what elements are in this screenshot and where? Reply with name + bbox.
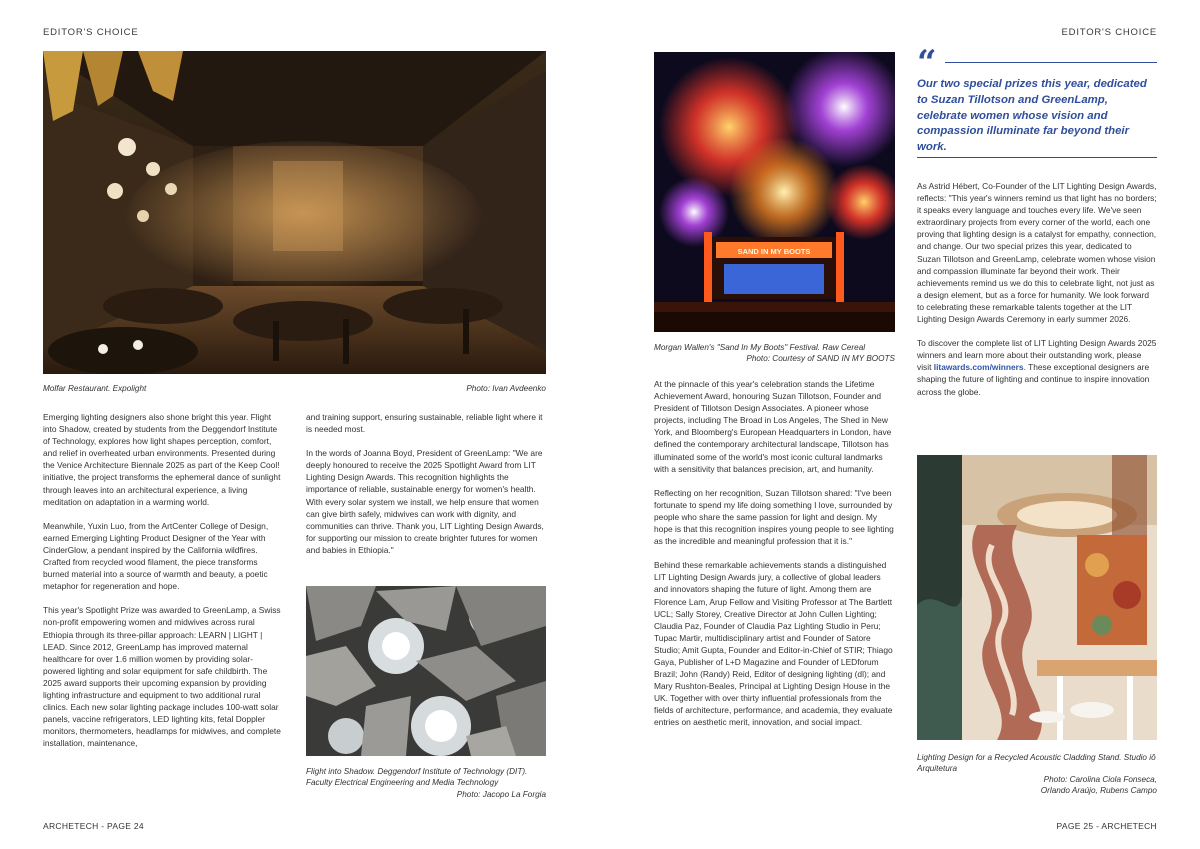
- paragraph-text: . These exceptional designers are shaping the future of lighting and continue to inspire innovation across the globe.: [917, 362, 1150, 397]
- fireworks-photo-credit: Photo: Courtesy of SAND IN MY BOOTS: [746, 354, 895, 363]
- paragraph-text: To discover the complete list of LIT Lighting Design Awards 2025 winners and learn more about their outstanding work, please visit: [917, 338, 1157, 373]
- cladding-photo-credit-line-2: Orlando Araújo, Rubens Campo: [1040, 786, 1157, 795]
- fireworks-caption: Morgan Wallen's "Sand In My Boots" Festival. Raw Cereal: [654, 343, 866, 352]
- molfar-caption: Molfar Restaurant. Expolight: [43, 384, 147, 393]
- paragraph: Meanwhile, Yuxin Luo, from the ArtCenter College of Design, earned Emerging Lighting Product Designer of the Year with CinderGlow, a pendant inspired by the California wildfires. Crafted from recycled wood filament, the piece transforms burned material into a source of warmth and beauty, a poetic metaphor for regeneration and hope.: [43, 520, 269, 592]
- right-kicker: EDITOR'S CHOICE: [1061, 27, 1157, 38]
- paragraph: In the words of Joanna Boyd, President of GreenLamp: "We are deeply honoured to receive the 2025 Spotlight Award from LIT Lighting Design Awards. This recognition highlights the importance of reliable, sustainable energy for women's health. With every solar system we install, we help ensure that women can give birth safely, midwives can work with dignity, and communities can thrive. Thank you, LIT Lighting Design Awards, for supporting our mission to create brighter futures for women and babies in Ethiopia.": [306, 448, 544, 555]
- right-page-footer: PAGE 25 - ARCHETECH: [1056, 821, 1157, 831]
- quote-top-rule: [945, 62, 1157, 63]
- paragraph: Reflecting on her recognition, Suzan Tillotson shared: "I've been fortunate to spend my life doing something I love, surrounded by people who share the same passion for light and design. My hope is that this recognition inspires young people to see lighting as the incredible and meaningful profession that it is.": [654, 487, 894, 547]
- quote-bottom-rule: [917, 157, 1157, 158]
- flight-into-shadow-caption: Flight into Shadow. Deggendorf Institute of Technology (DIT). Faculty Electrical Engineering and Media Technology: [306, 767, 528, 788]
- flight-into-shadow-credit: Photo: Jacopo La Forgia: [456, 790, 546, 799]
- paragraph: This year's Spotlight Prize was awarded to GreenLamp, a Swiss non-profit empowering women and midwives across rural Ethiopia through its three-pillar approach: LEARN | LIGHT | LEAD. Since 2012, GreenLamp has improved maternal healthcare for over 1.6 million women by providing solar-powered lighting and solar equipment for safe childbirth. The 2025 award supports their upcoming expansion by providing lighting infrastructure and equipment to two additional rural clinics. Each new solar lighting package includes 100-watt solar panels, vaccine refrigerators, LED lighting kits, fetal Doppler monitors, thermometers, headlamps for midwives, and complete installation, maintenance,: [43, 605, 281, 749]
- paragraph: Behind these remarkable achievements stands a distinguished LIT Lighting Design Awards jury, a collective of global leaders and innovators shaping the future of light. Among them are Florence Lam, Arup Fellow and Visiting Professor at The Bartlett UCL; Sally Storey, Creative Director at John Cullen Lighting; Claudia Paz, Founder of Claudia Paz Lighting Studio in Peru; Tupac Martir, multidisciplinary artist and Founder of Satore Studio; Amit Gupta, Founder and Editor-in-Chief of STIR; Thiago Gaya, Publisher of L+D Magazine and Founder of LEDforum Brazil; John (Randy) Reid, Editor of designing lighting (dl); and Mary Rushton-Beales, Principal at Lighting Design House in the UK. Together with over thirty influential professionals from the fields of architecture, performance, and academia, they evaluate entries on aesthetic merit, innovation, and social impact.: [654, 560, 893, 728]
- right-page-column-2: [917, 180, 1157, 410]
- flight-into-shadow-photo: [306, 586, 546, 756]
- molfar-photo-credit: Photo: Ivan Avdeenko: [466, 384, 546, 393]
- paragraph: As Astrid Hébert, Co-Founder of the LIT Lighting Design Awards, reflects: "This year's winners remind us that light has no borders; it speaks every language and touches every life. We've seen extraordinary projects from every corner of the world, each one proving that lighting design is a catalyst for empathy, connection, and change. Our two special prizes this year, dedicated to Suzan Tillotson and GreenLamp, celebrate women whose vision and compassion illuminate far beyond their work. Their achievements remind us we do this to celebrate light, not just as a design element, but as a force for humanity. We look forward to celebrating these remarkable talents together at the LIT Lighting Design Awards Ceremony in early summer 2026.: [917, 181, 1157, 325]
- left-kicker: EDITOR'S CHOICE: [43, 27, 139, 38]
- paragraph: Emerging lighting designers also shone bright this year. Flight into Shadow, created by students from the Deggendorf Institute of Technology, explores how light shapes perception, comfort, and relief in overheated urban environments. Presented during the Venice Architecture Biennale 2025 as part of the Keep Cool! initiative, the project transforms the ephemeral dance of sunlight through leaves into an architectural experience, a living meditation on adaptation in a warming world.: [43, 412, 281, 507]
- stage-sign-text: SAND IN MY BOOTS: [737, 247, 811, 256]
- quote-mark-icon: “: [917, 43, 937, 83]
- paragraph: [917, 337, 1157, 397]
- acoustic-cladding-stand-photo: [917, 455, 1157, 740]
- winners-link[interactable]: litawards.com/winners: [933, 362, 1024, 373]
- pull-quote: Our two special prizes this year, dedicated to Suzan Tillotson and GreenLamp, celebrate women whose vision and compassion illuminate far beyond their work.: [917, 78, 1147, 154]
- cladding-caption: Lighting Design for a Recycled Acoustic Cladding Stand. Studio iô Arquitetura: [917, 753, 1156, 774]
- sand-in-my-boots-fireworks-photo: [654, 52, 895, 332]
- molfar-restaurant-photo: [43, 51, 546, 374]
- paragraph: and training support, ensuring sustainable, reliable light where it is needed most.: [306, 412, 543, 435]
- right-page-column-1: [654, 378, 895, 741]
- left-page-footer: ARCHETECH - PAGE 24: [43, 821, 144, 831]
- cladding-photo-credit-line-1: Photo: Carolina Ciola Fonseca,: [1043, 775, 1157, 784]
- left-page-column-1: [43, 411, 281, 761]
- left-page-column-2: [306, 411, 546, 568]
- paragraph: At the pinnacle of this year's celebration stands the Lifetime Achievement Award, honouring Suzan Tillotson, Founder and President of Tillotson Design Associates. A pioneer whose projects, including The Broad in Los Angeles, The Shed in New York, and Bloomberg's European Headquarters in London, have defined the contemporary architectural landscape, Tillotson has illuminated some of the world's most iconic cultural landmarks with a sensitivity that balances precision, art, and humanity.: [654, 379, 892, 474]
